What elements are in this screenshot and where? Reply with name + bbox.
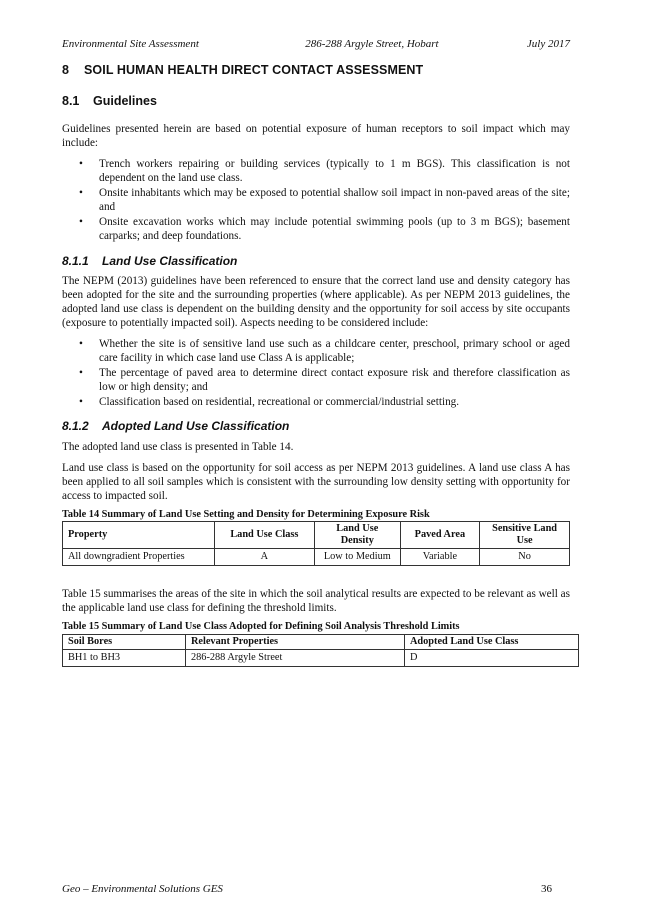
table-cell: D — [405, 650, 579, 667]
table-cell: Low to Medium — [314, 549, 400, 566]
land-use-basis-paragraph: Land use class is based on the opportunity for soil access as per NEPM 2013 guidelines. A land use class A has been applied to all soil samples which is consistent with the surrounding low density setting with opportunity for access to impacted soil. — [62, 462, 570, 502]
column-header: Land Use Density — [314, 522, 400, 549]
column-header: Soil Bores — [63, 635, 186, 650]
bullet-icon: • — [79, 187, 83, 199]
table-row — [63, 549, 570, 566]
table-header-row — [63, 522, 570, 549]
column-header: Property — [63, 522, 215, 549]
list-item: • The percentage of paved area to determine direct contact exposure risk and therefore classification as low or high density; and — [79, 367, 570, 393]
table14-caption: Table 14 Summary of Land Use Setting and Density for Determining Exposure Risk — [62, 509, 430, 520]
subsubsection-heading-land-use: 8.1.1 Land Use Classification — [62, 254, 238, 268]
subsection-heading-guidelines — [62, 94, 157, 108]
subsubsection-heading-adopted: 8.1.2 Adopted Land Use Classification — [62, 419, 290, 433]
list-item: • Onsite inhabitants which may be exposed to potential shallow soil impact in non-paved areas of the site; and — [79, 187, 570, 213]
bullet-icon: • — [79, 367, 83, 379]
page-header — [62, 38, 570, 50]
column-header: Land Use Class — [214, 522, 314, 549]
exposure-receptor-list — [62, 157, 570, 244]
header-site-address: 286-288 Argyle Street, Hobart — [305, 38, 439, 50]
bullet-icon: • — [79, 216, 83, 228]
land-use-classification-paragraph: The NEPM (2013) guidelines have been referenced to ensure that the correct land use and density category has been adopted for the site and the surrounding properties (where applicable). As per NEPM 2013 guidelines, the adopted land use class is dependent on the building density and the opportunity for soil access by site occupants (exposure to potentially impacted soil). Aspects needing to be considered include: — [62, 275, 570, 329]
land-use-aspects-list — [62, 337, 570, 410]
subsection-title: Guidelines — [93, 94, 157, 108]
section-heading — [62, 63, 423, 77]
column-header: Adopted Land Use Class — [405, 635, 579, 650]
adopted-class-paragraph: The adopted land use class is presented in Table 14. — [62, 441, 294, 453]
list-item: • Classification based on residential, recreational or commercial/industrial setting. — [79, 396, 460, 408]
table15-intro-paragraph: Table 15 summarises the areas of the site in which the soil analytical results are expected to be relevant as well as the applicable land use class for defining the threshold limits. — [62, 588, 570, 614]
table-header-row — [63, 635, 579, 650]
guidelines-intro-paragraph: Guidelines presented herein are based on potential exposure of human receptors to soil impact which may include: — [62, 123, 570, 149]
bullet-icon: • — [79, 338, 83, 350]
table-cell: No — [480, 549, 570, 566]
list-item: • Trench workers repairing or building services (typically to 1 m BGS). This classification is not dependent on the land use class. — [79, 158, 570, 184]
header-date: July 2017 — [526, 38, 570, 50]
subsection-number: 8.1 — [62, 94, 80, 108]
land-use-class-adopted-table — [62, 634, 579, 667]
column-header: Relevant Properties — [186, 635, 405, 650]
table-cell: BH1 to BH3 — [63, 650, 186, 667]
table-cell: Variable — [400, 549, 480, 566]
table-row — [63, 650, 579, 667]
column-header: Sensitive Land Use — [480, 522, 570, 549]
table-cell: A — [214, 549, 314, 566]
table15-caption: Table 15 Summary of Land Use Class Adopted for Defining Soil Analysis Threshold Limits — [62, 621, 460, 632]
table-cell: All downgradient Properties — [63, 549, 215, 566]
table-cell: 286-288 Argyle Street — [186, 650, 405, 667]
section-number: 8 — [62, 63, 70, 77]
list-item: • Onsite excavation works which may include potential swimming pools (up to 3 m BGS); basement carparks; and deep foundations. — [79, 216, 570, 242]
header-report-title: Environmental Site Assessment — [62, 38, 199, 50]
section-title: SOIL HUMAN HEALTH DIRECT CONTACT ASSESSMENT — [84, 63, 424, 77]
land-use-setting-table — [62, 521, 570, 566]
bullet-icon: • — [79, 396, 83, 408]
column-header: Paved Area — [400, 522, 480, 549]
list-item: • Whether the site is of sensitive land use such as a childcare center, preschool, primary school or aged care facility in which case land use Class A is applicable; — [79, 338, 570, 364]
footer-company: Geo – Environmental Solutions GES — [62, 883, 223, 895]
page-footer — [62, 883, 552, 895]
bullet-icon: • — [79, 158, 83, 170]
page-number: 36 — [541, 883, 552, 895]
